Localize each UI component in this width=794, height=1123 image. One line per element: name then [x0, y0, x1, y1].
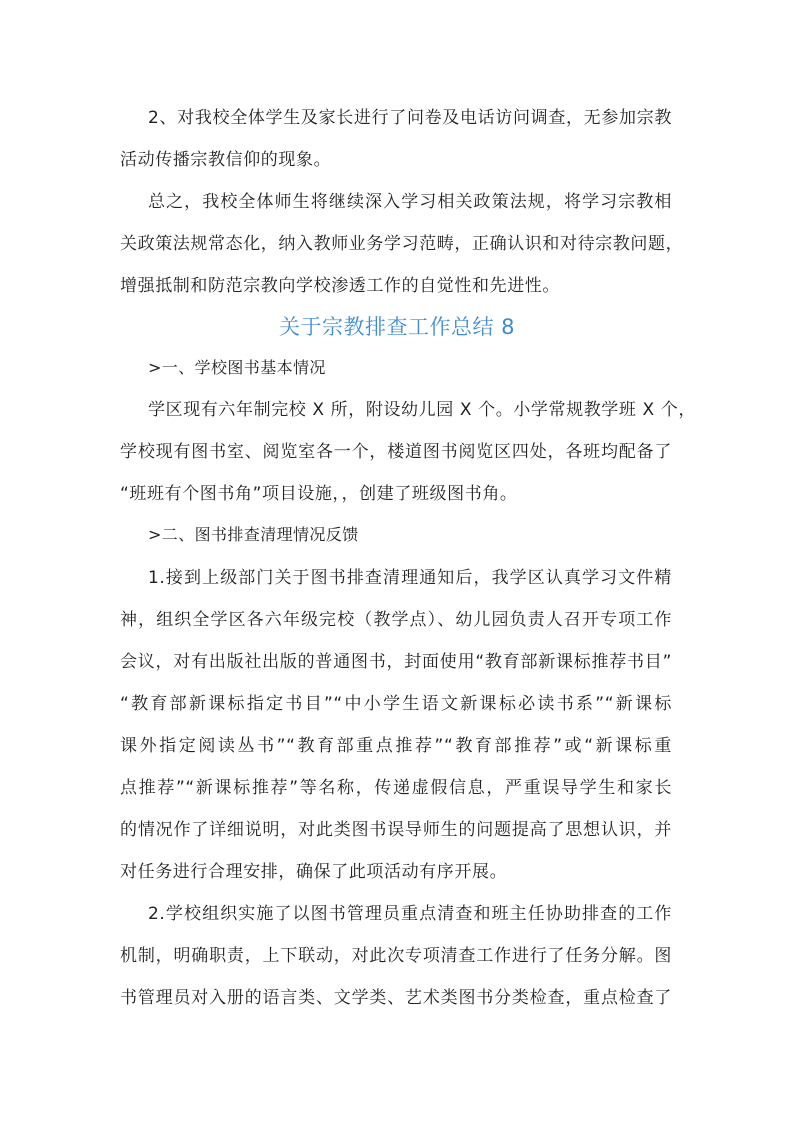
paragraph-3-line-3: “班班有个图书角”项目设施，，创建了班级图书角。: [120, 484, 518, 504]
paragraph-4-line-2: 神，组织全学区各六年级完校（教学点）、幼儿园负责人召开专项工作: [120, 610, 672, 630]
paragraph-4-line-5: 课外指定阅读丛书”“教育部重点推荐”“教育部推荐”或“新课标重: [120, 736, 672, 756]
section-title: 关于宗教排查工作总结 8: [278, 315, 516, 339]
paragraph-4-line-1: 1.接到上级部门关于图书排查清理通知后，我学区认真学习文件精: [148, 568, 672, 588]
paragraph-4-line-3: 会议，对有出版社出版的普通图书，封面使用“教育部新课标推荐书目”: [120, 652, 672, 672]
paragraph-1-line-1: 2、对我校全体学生及家长进行了问卷及电话访问调查，无参加宗教: [148, 108, 672, 128]
paragraph-5-line-1: 2.学校组织实施了以图书管理员重点清查和班主任协助排查的工作: [148, 904, 672, 924]
paragraph-2-line-3: 增强抵制和防范宗教向学校渗透工作的自觉性和先进性。: [120, 276, 560, 296]
paragraph-4-line-4: “教育部新课标指定书目”“中小学生语文新课标必读书系”“新课标: [120, 694, 672, 714]
paragraph-4-line-8: 对任务进行合理安排，确保了此项活动有序开展。: [120, 862, 508, 882]
paragraph-3-line-1: 学区现有六年制完校 X 所，附设幼儿园 X 个。小学常规教学班 X 个，: [148, 400, 696, 420]
heading-2: >二、图书排查清理情况反馈: [148, 525, 359, 544]
paragraph-4-line-6: 点推荐”“新课标推荐”等名称，传递虚假信息，严重误导学生和家长: [120, 778, 672, 798]
heading-1: >一、学校图书基本情况: [148, 358, 326, 377]
paragraph-5-line-2: 机制，明确职责，上下联动，对此次专项清查工作进行了任务分解。图: [120, 946, 672, 966]
paragraph-5-line-3: 书管理员对入册的语言类、文学类、艺术类图书分类检查，重点检查了: [120, 988, 672, 1008]
paragraph-2-line-1: 总之，我校全体师生将继续深入学习相关政策法规，将学习宗教相: [148, 192, 672, 212]
paragraph-2-line-2: 关政策法规常态化，纳入教师业务学习范畴，正确认识和对待宗教问题，: [120, 234, 684, 254]
paragraph-3-line-2: 学校现有图书室、阅览室各一个，楼道图书阅览区四处，各班均配备了: [120, 442, 672, 462]
paragraph-1-line-2: 活动传播宗教信仰的现象。: [120, 150, 332, 170]
paragraph-4-line-7: 的情况作了详细说明，对此类图书误导师生的问题提高了思想认识，并: [120, 820, 672, 840]
